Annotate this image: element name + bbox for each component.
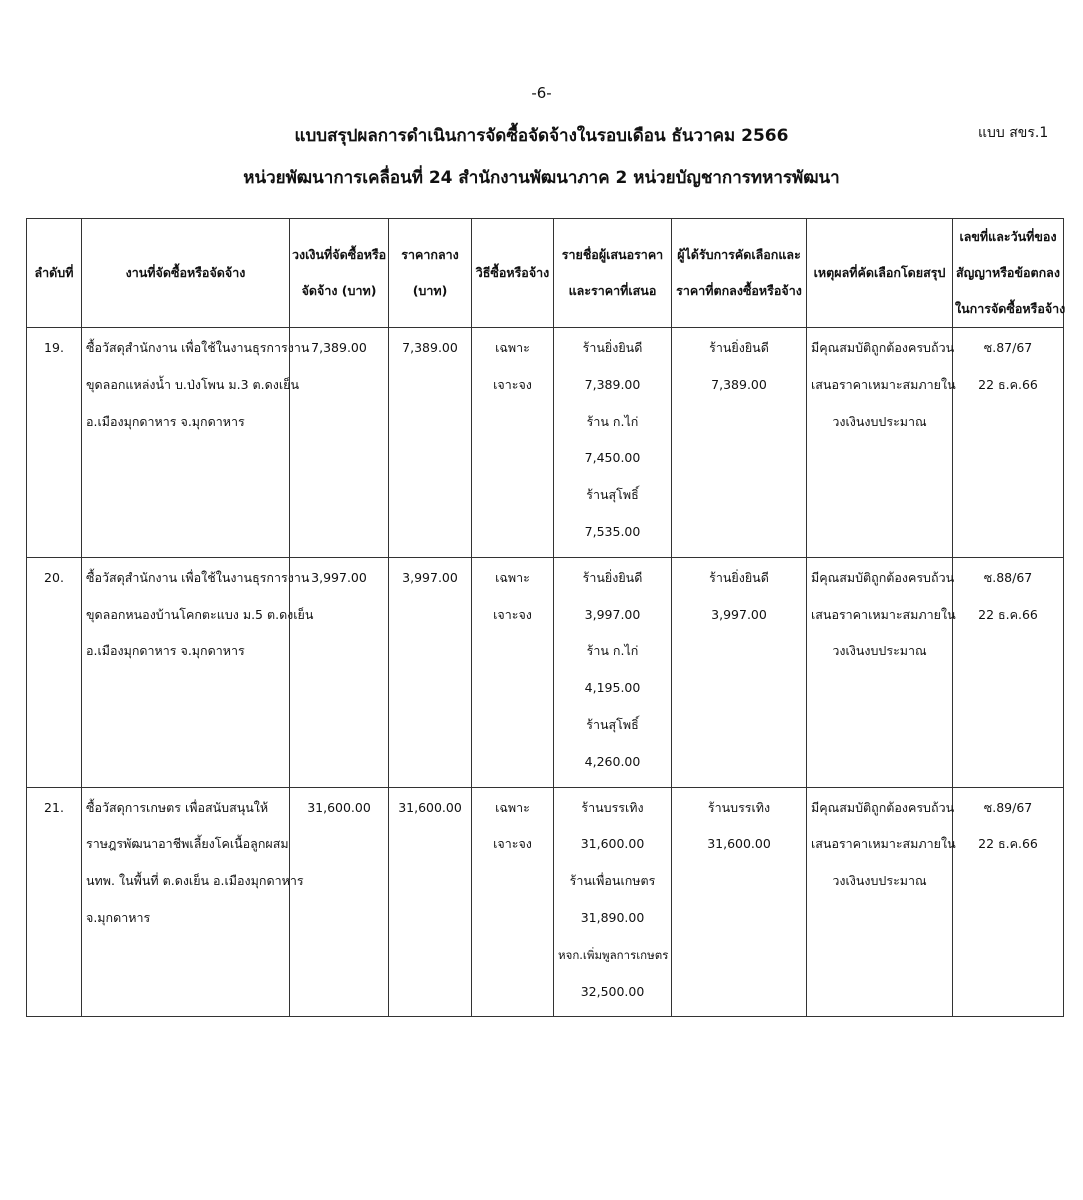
row-winner: ร้านยิ่งยินดี 7,389.00 bbox=[672, 328, 807, 558]
header-seq: ลำดับที่ bbox=[27, 219, 82, 328]
table-row bbox=[27, 787, 1064, 1017]
row-bidders: ร้านบรรเทิง 31,600.00 ร้านเพื่อนเกษตร 31,890.00 หจก.เพิ่มพูลการเกษตร 32,500.00 bbox=[554, 787, 672, 1017]
row-median-price: 7,389.00 bbox=[389, 328, 472, 558]
row-work: ซื้อวัสดุสำนักงาน เพื่อใช้ในงานธุรการงาน ขุดลอกหนองบ้านโคกตะแบง ม.5 ต.ดงเย็น อ.เมืองมุกดาหาร จ.มุกดาหาร bbox=[82, 557, 290, 787]
row-work: ซื้อวัสดุสำนักงาน เพื่อใช้ในงานธุรการงาน ขุดลอกแหล่งน้ำ บ.ป่งโพน ม.3 ต.ดงเย็น อ.เมืองมุกดาหาร จ.มุกดาหาร bbox=[82, 328, 290, 558]
form-code: แบบ สขร.1 bbox=[978, 125, 1049, 141]
row-contract: ซ.87/67 22 ธ.ค.66 bbox=[953, 328, 1064, 558]
row-budget: 7,389.00 bbox=[290, 328, 389, 558]
row-seq: 20. bbox=[27, 557, 82, 787]
header-budget: วงเงินที่จัดซื้อหรือ จัดจ้าง (บาท) bbox=[290, 219, 389, 328]
header-bidders: รายชื่อผู้เสนอราคา และราคาที่เสนอ bbox=[554, 219, 672, 328]
row-budget: 31,600.00 bbox=[290, 787, 389, 1017]
row-reason: มีคุณสมบัติถูกต้องครบถ้วน เสนอราคาเหมาะสมภายใน วงเงินงบประมาณ bbox=[807, 557, 953, 787]
header-method: วิธีซื้อหรือจ้าง bbox=[472, 219, 554, 328]
row-seq: 21. bbox=[27, 787, 82, 1017]
row-contract: ซ.88/67 22 ธ.ค.66 bbox=[953, 557, 1064, 787]
row-method: เฉพาะเจาะจง bbox=[472, 557, 554, 787]
table-row bbox=[27, 328, 1064, 558]
header-work: งานที่จัดซื้อหรือจัดจ้าง bbox=[82, 219, 290, 328]
row-contract: ซ.89/67 22 ธ.ค.66 bbox=[953, 787, 1064, 1017]
row-budget: 3,997.00 bbox=[290, 557, 389, 787]
row-work: ซื้อวัสดุการเกษตร เพื่อสนับสนุนให้ ราษฎรพัฒนาอาชีพเลี้ยงโคเนื้อลูกผสม นทพ. ในพื้นที่ ต.ดงเย็น อ.เมืองมุกดาหาร จ.มุกดาหาร bbox=[82, 787, 290, 1017]
row-method: เฉพาะเจาะจง bbox=[472, 787, 554, 1017]
page-number: -6- bbox=[531, 84, 552, 102]
row-reason: มีคุณสมบัติถูกต้องครบถ้วน เสนอราคาเหมาะสมภายใน วงเงินงบประมาณ bbox=[807, 787, 953, 1017]
row-method: เฉพาะเจาะจง bbox=[472, 328, 554, 558]
procurement-table bbox=[26, 218, 1064, 1017]
header-row bbox=[27, 219, 1064, 328]
row-winner: ร้านยิ่งยินดี 3,997.00 bbox=[672, 557, 807, 787]
row-median-price: 3,997.00 bbox=[389, 557, 472, 787]
row-seq: 19. bbox=[27, 328, 82, 558]
header-reason: เหตุผลที่คัดเลือกโดยสรุป bbox=[807, 219, 953, 328]
header-median-price: ราคากลาง (บาท) bbox=[389, 219, 472, 328]
table-row bbox=[27, 557, 1064, 787]
row-median-price: 31,600.00 bbox=[389, 787, 472, 1017]
row-bidders: ร้านยิ่งยินดี 7,389.00 ร้าน ก.ไก่ 7,450.00 ร้านสุโพธิ์ 7,535.00 bbox=[554, 328, 672, 558]
row-bidders: ร้านยิ่งยินดี 3,997.00 ร้าน ก.ไก่ 4,195.00 ร้านสุโพธิ์ 4,260.00 bbox=[554, 557, 672, 787]
document-subtitle: หน่วยพัฒนาการเคลื่อนที่ 24 สำนักงานพัฒนาภาค 2 หน่วยบัญชาการทหารพัฒนา bbox=[243, 168, 840, 188]
header-winner: ผู้ได้รับการคัดเลือกและ ราคาที่ตกลงซื้อหรือจ้าง bbox=[672, 219, 807, 328]
row-reason: มีคุณสมบัติถูกต้องครบถ้วน เสนอราคาเหมาะสมภายใน วงเงินงบประมาณ bbox=[807, 328, 953, 558]
document-title: แบบสรุปผลการดำเนินการจัดซื้อจัดจ้างในรอบเดือน ธันวาคม 2566 bbox=[294, 126, 789, 146]
row-winner: ร้านบรรเทิง 31,600.00 bbox=[672, 787, 807, 1017]
header-contract: เลขที่และวันที่ของ สัญญาหรือข้อตกลง ในการจัดซื้อหรือจ้าง bbox=[953, 219, 1064, 328]
